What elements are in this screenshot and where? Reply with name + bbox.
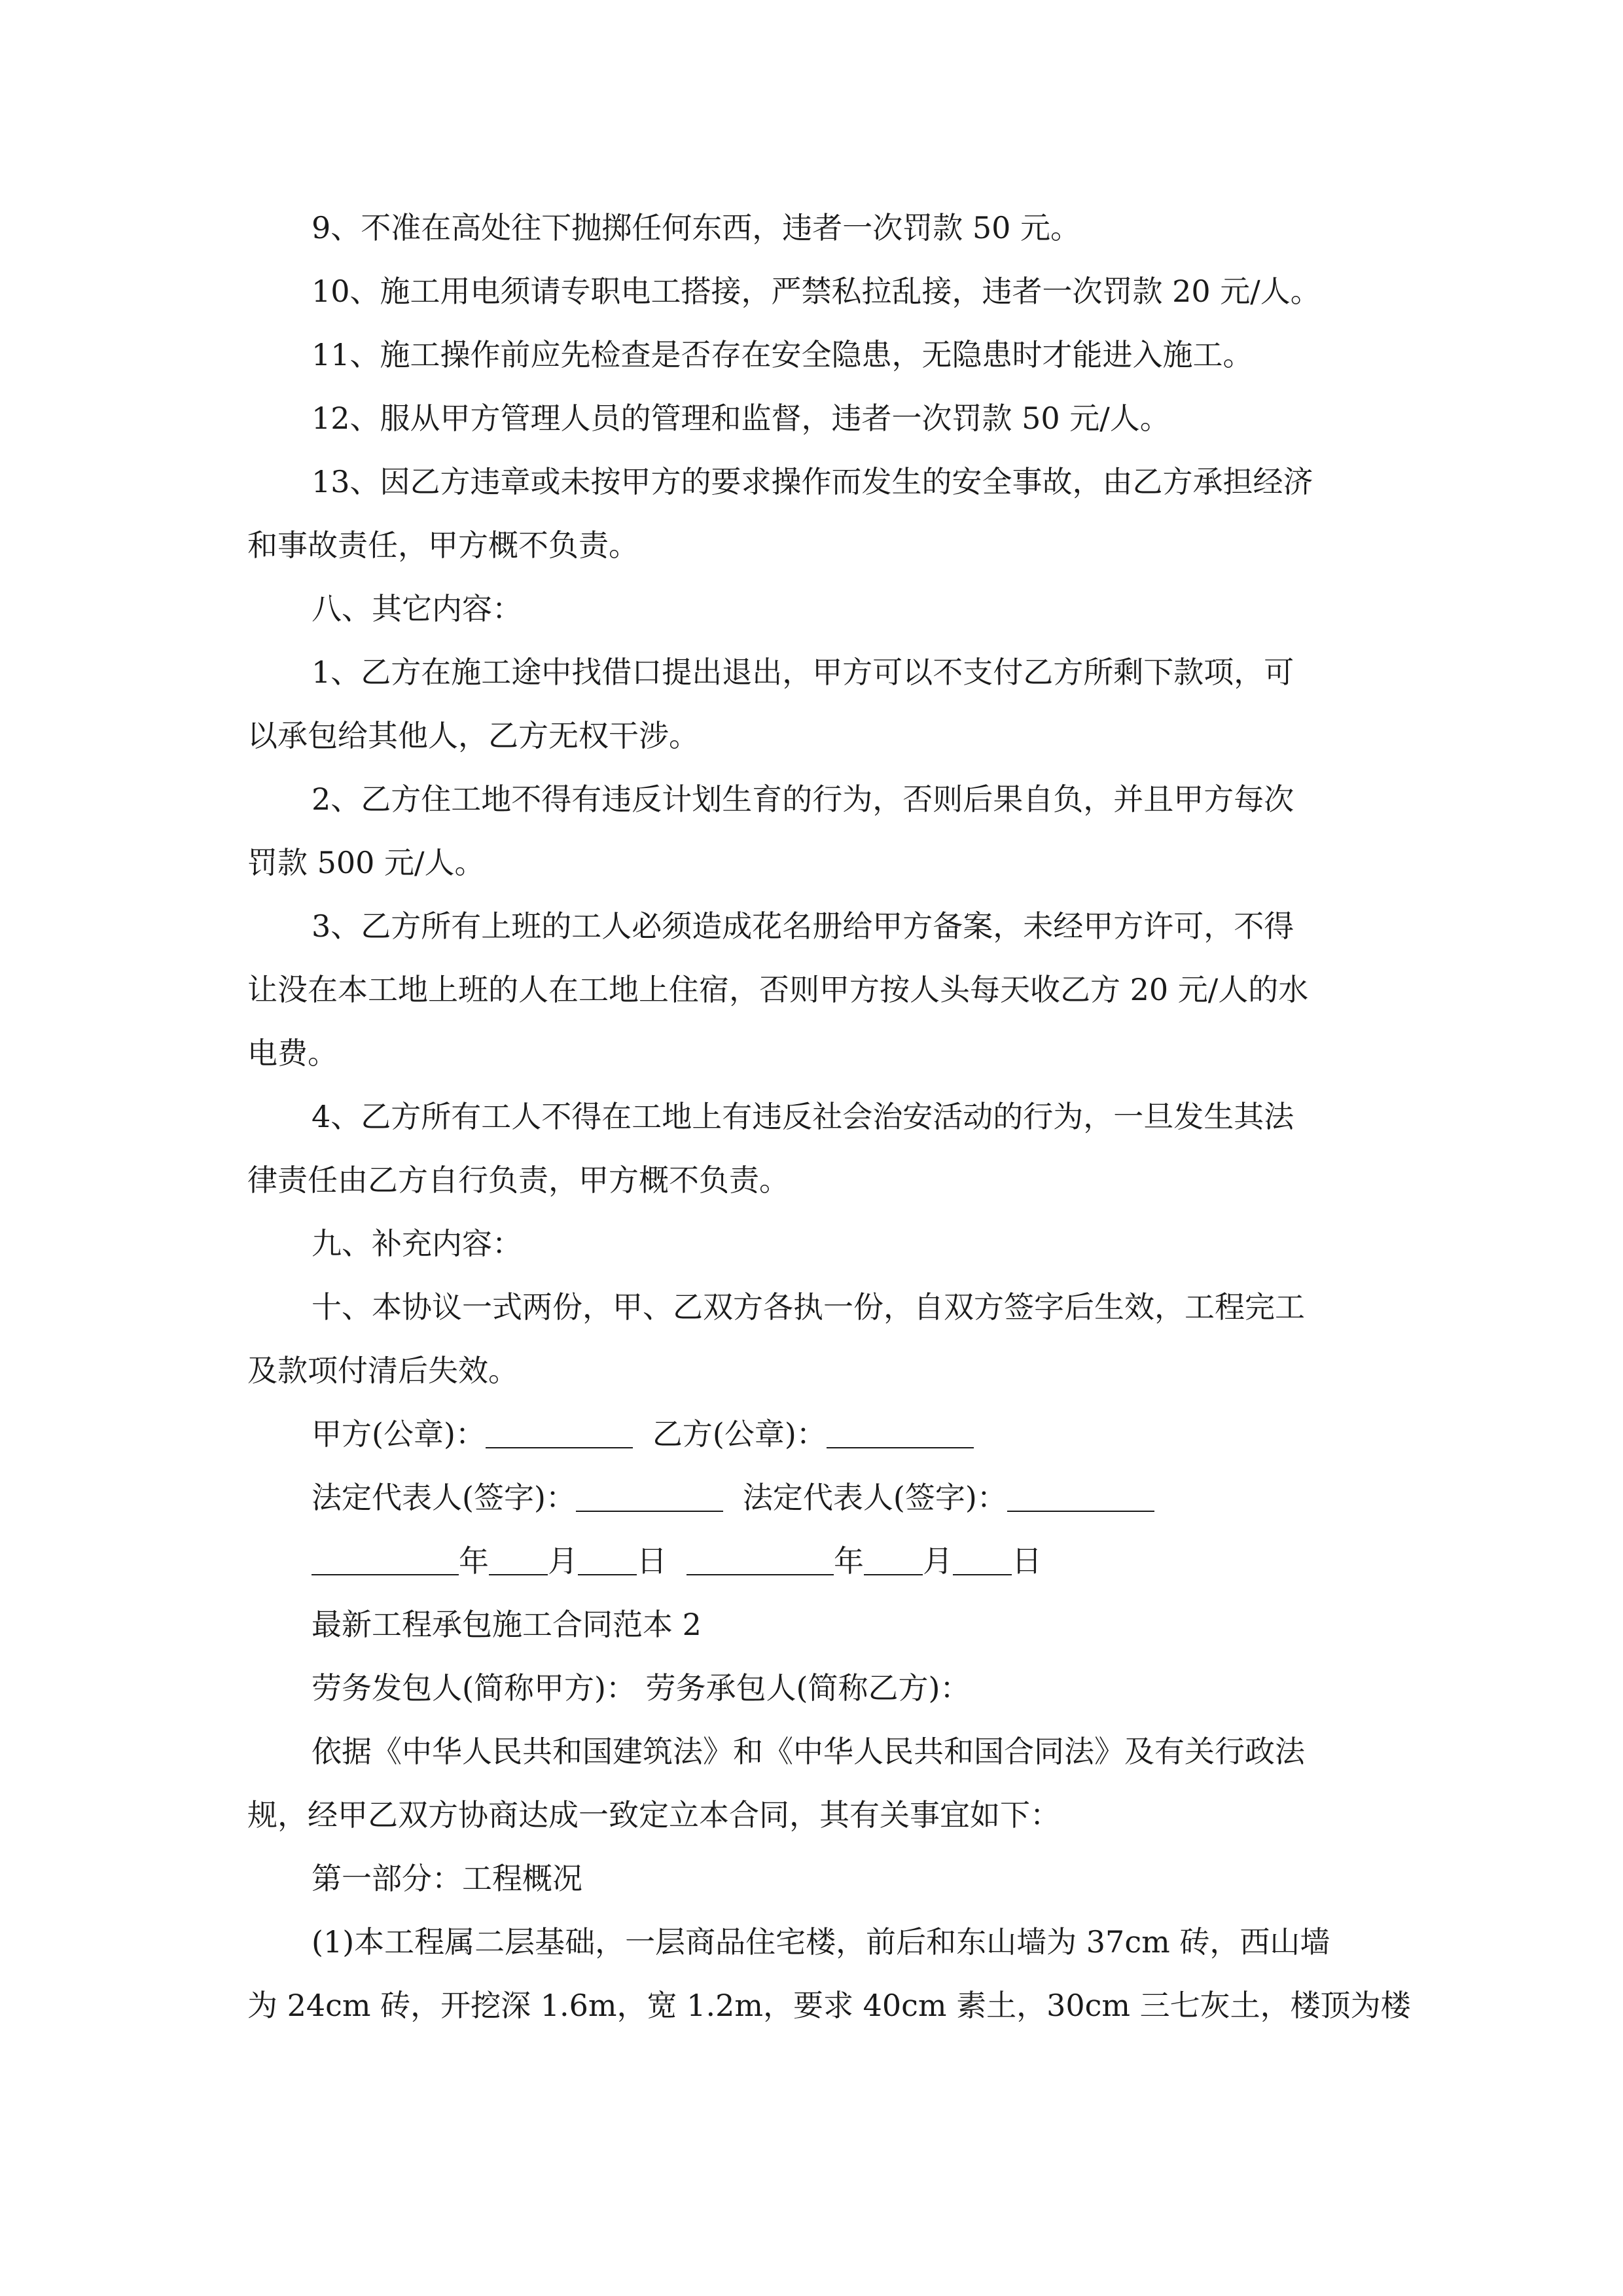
clause-12: 12、服从甲方管理人员的管理和监督，违者一次罚款 50 元/人。	[312, 401, 1170, 436]
section-10-line-1: 十、本协议一式两份，甲、乙双方各执一份，自双方签字后生效，工程完工	[312, 1289, 1305, 1325]
date-b-month-label: 月	[923, 1543, 953, 1579]
date-a-year-label: 年	[459, 1543, 489, 1579]
clause-10: 10、施工用电须请专职电工搭接，严禁私拉乱接，违者一次罚款 20 元/人。	[312, 274, 1321, 309]
date-line	[247, 1530, 1393, 1593]
rep-b-blank	[1007, 1482, 1154, 1512]
clause-9: 9、不准在高处往下抛掷任何东西，违者一次罚款 50 元。	[312, 210, 1081, 245]
date-b-year-blank	[687, 1545, 834, 1575]
other-item-3-line-3: 电费。	[247, 1035, 338, 1071]
date-b-month-blank	[864, 1545, 923, 1575]
seal-line	[247, 1403, 1393, 1466]
date-a-year-blank	[312, 1545, 459, 1575]
date-b-day-blank	[953, 1545, 1012, 1575]
other-item-4-line-1: 4、乙方所有工人不得在工地上有违反社会治安活动的行为，一旦发生其法	[312, 1099, 1294, 1134]
contract-2-basis-line-1: 依据《中华人民共和国建筑法》和《中华人民共和国合同法》及有关行政法	[312, 1734, 1305, 1769]
other-item-1-line-2: 以承包给其他人，乙方无权干涉。	[247, 718, 699, 753]
contract-2-title: 最新工程承包施工合同范本 2	[312, 1607, 702, 1642]
date-a-month-blank	[489, 1545, 548, 1575]
rep-a-blank	[576, 1482, 723, 1512]
representative-line	[247, 1466, 1393, 1530]
rep-b-label: 法定代表人(签字)：	[742, 1480, 1007, 1515]
clause-13-line-2: 和事故责任，甲方概不负责。	[247, 528, 639, 563]
other-item-4-line-2: 律责任由乙方自行负责，甲方概不负责。	[247, 1162, 789, 1198]
project-overview-line-1: (1)本工程属二层基础，一层商品住宅楼，前后和东山墙为 37cm 砖，西山墙	[312, 1924, 1330, 1960]
clause-11: 11、施工操作前应先检查是否存在安全隐患，无隐患时才能进入施工。	[312, 337, 1253, 372]
section-8-heading: 八、其它内容：	[312, 591, 522, 626]
section-10-line-2: 及款项付清后失效。	[247, 1353, 518, 1388]
section-9-heading: 九、补充内容：	[312, 1226, 522, 1261]
part-1-heading: 第一部分：工程概况	[312, 1861, 582, 1896]
party-a-seal-label: 甲方(公章)：	[312, 1416, 486, 1452]
other-item-3-line-2: 让没在本工地上班的人在工地上住宿，否则甲方按人头每天收乙方 20 元/人的水	[247, 972, 1309, 1007]
date-b-day-label: 日	[1012, 1543, 1042, 1579]
date-a-day-label: 日	[637, 1543, 667, 1579]
date-a-month-label: 月	[548, 1543, 578, 1579]
document-body	[247, 196, 1411, 2037]
contract-2-basis-line-2: 规，经甲乙双方协商达成一致定立本合同，其有关事宜如下：	[247, 1797, 1060, 1833]
project-overview-line-2: 为 24cm 砖，开挖深 1.6m，宽 1.2m，要求 40cm 素土，30cm 三七灰土，楼顶为楼	[247, 1988, 1411, 2023]
party-b-seal-blank	[827, 1418, 974, 1448]
rep-a-label: 法定代表人(签字)：	[312, 1480, 576, 1515]
contract-2-parties: 劳务发包人(简称甲方)： 劳务承包人(简称乙方)：	[312, 1670, 971, 1706]
other-item-3-line-1: 3、乙方所有上班的工人必须造成花名册给甲方备案，未经甲方许可，不得	[312, 908, 1294, 944]
party-a-seal-blank	[486, 1418, 633, 1448]
date-b-year-label: 年	[834, 1543, 864, 1579]
other-item-1-line-1: 1、乙方在施工途中找借口提出退出，甲方可以不支付乙方所剩下款项，可	[312, 655, 1294, 690]
date-a-day-blank	[578, 1545, 637, 1575]
other-item-2-line-1: 2、乙方住工地不得有违反计划生育的行为，否则后果自负，并且甲方每次	[312, 781, 1294, 817]
clause-13-line-1: 13、因乙方违章或未按甲方的要求操作而发生的安全事故，由乙方承担经济	[312, 464, 1313, 499]
other-item-2-line-2: 罚款 500 元/人。	[247, 845, 485, 880]
party-b-seal-label: 乙方(公章)：	[652, 1416, 827, 1452]
